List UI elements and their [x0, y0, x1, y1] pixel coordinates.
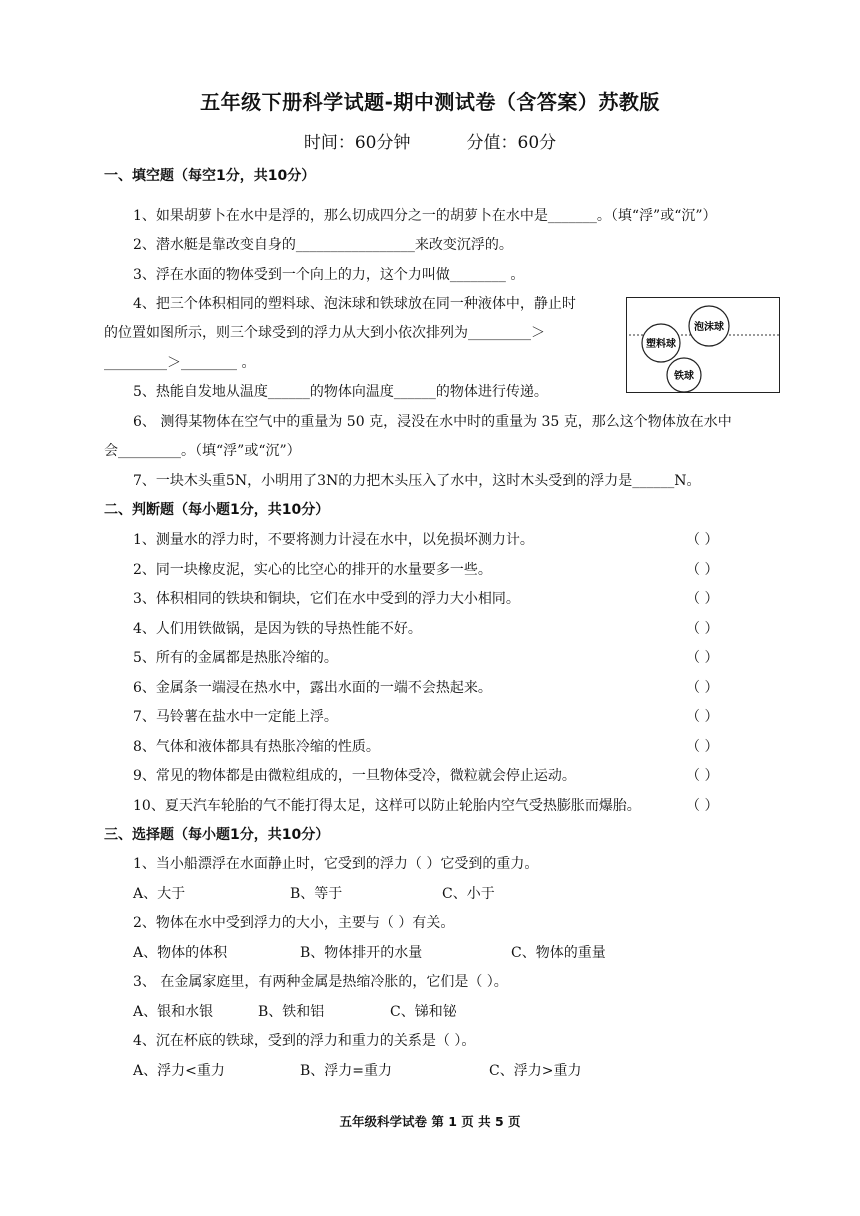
- option-a: A、浮力<重力: [133, 1063, 225, 1079]
- fill-question-4-line-2: 的位置如图所示，则三个球受到的浮力从大到小依次排列为_________＞: [104, 325, 545, 341]
- option-a: A、大于: [133, 886, 186, 902]
- judgment-question: 7、马铃薯在盐水中一定能上浮。: [133, 709, 338, 725]
- option-c: C、浮力>重力: [489, 1063, 582, 1079]
- choice-question-1: 1、当小船漂浮在水面静止时，它受到的浮力（ ）它受到的重力。: [133, 856, 539, 872]
- fill-question-6-line-1: 6、 测得某物体在空气中的重量为 50 克，浸没在水中时的重量为 35 克，那么这个物体放在水中: [133, 414, 732, 430]
- judgment-question: 1、测量水的浮力时，不要将测力计浸在水中，以免损坏测力计。: [133, 532, 534, 548]
- exam-score: 分值：60分: [466, 133, 557, 153]
- option-c: C、物体的重量: [511, 945, 606, 961]
- fill-question-4-line-1: 4、把三个体积相同的塑料球、泡沫球和铁球放在同一种液体中，静止时: [133, 296, 576, 312]
- answer-blank[interactable]: （ ）: [686, 680, 719, 696]
- choice-question-3: 3、 在金属家庭里，有两种金属是热缩冷胀的，它们是（ ）。: [133, 974, 508, 990]
- plastic-ball-label: 塑料球: [646, 339, 676, 350]
- answer-blank[interactable]: （ ）: [686, 562, 719, 578]
- judgment-question: 4、人们用铁做锅，是因为铁的导热性能不好。: [133, 621, 422, 637]
- page-title: 五年级下册科学试题-期中测试卷（含答案）苏教版: [200, 90, 660, 114]
- option-c: C、锑和铋: [390, 1004, 457, 1020]
- option-b: B、浮力=重力: [300, 1063, 393, 1079]
- judgment-question: 3、体积相同的铁块和铜块，它们在水中受到的浮力大小相同。: [133, 591, 520, 607]
- judgment-question: 6、金属条一端浸在热水中，露出水面的一端不会热起来。: [133, 680, 492, 696]
- fill-question-6-line-2: 会_________。（填“浮”或“沉”）: [104, 443, 301, 459]
- fill-question-5: 5、热能自发地从温度______的物体向温度______的物体进行传递。: [133, 384, 548, 400]
- foam-ball-label: 泡沫球: [694, 322, 724, 333]
- section-2-heading: 二、判断题（每小题1分，共10分）: [104, 502, 330, 518]
- answer-blank[interactable]: （ ）: [686, 739, 719, 755]
- option-a: A、银和水银: [133, 1004, 214, 1020]
- answer-blank[interactable]: （ ）: [686, 591, 719, 607]
- judgment-question: 8、气体和液体都具有热胀冷缩的性质。: [133, 739, 380, 755]
- answer-blank[interactable]: （ ）: [686, 768, 719, 784]
- option-a: A、物体的体积: [133, 945, 228, 961]
- fill-question-7: 7、一块木头重5N，小明用了3N的力把木头压入了水中，这时木头受到的浮力是______N。: [133, 473, 701, 489]
- answer-blank[interactable]: （ ）: [686, 709, 719, 725]
- answer-blank[interactable]: （ ）: [686, 650, 719, 666]
- choice-question-4: 4、沉在杯底的铁球，受到的浮力和重力的关系是（ ）。: [133, 1033, 476, 1049]
- iron-ball-label: 铁球: [674, 371, 694, 382]
- option-b: B、等于: [290, 886, 343, 902]
- fill-question-1: 1、如果胡萝卜在水中是浮的，那么切成四分之一的胡萝卜在水中是_______。（填“浮”或“沉”）: [133, 208, 717, 224]
- option-b: B、铁和铝: [258, 1004, 325, 1020]
- judgment-question: 2、同一块橡皮泥，实心的比空心的排开的水量要多一些。: [133, 562, 492, 578]
- judgment-question: 9、常见的物体都是由微粒组成的，一旦物体受冷，微粒就会停止运动。: [133, 768, 576, 784]
- choice-question-2: 2、物体在水中受到浮力的大小，主要与（ ）有关。: [133, 915, 455, 931]
- fill-question-3: 3、浮在水面的物体受到一个向上的力，这个力叫做________ 。: [133, 267, 525, 283]
- floating-balls-figure: [626, 297, 780, 393]
- option-c: C、小于: [442, 886, 495, 902]
- section-1-heading: 一、填空题（每空1分，共10分）: [104, 168, 316, 184]
- answer-blank[interactable]: （ ）: [686, 532, 719, 548]
- exam-time: 时间：60分钟: [303, 133, 411, 153]
- answer-blank[interactable]: （ ）: [686, 621, 719, 637]
- fill-question-2: 2、潜水艇是靠改变自身的_________________来改变沉浮的。: [133, 237, 513, 253]
- exam-info: [0, 128, 860, 153]
- fill-question-4-line-3: _________＞________ 。: [104, 355, 256, 371]
- judgment-question: 5、所有的金属都是热胀冷缩的。: [133, 650, 338, 666]
- answer-blank[interactable]: （ ）: [686, 798, 719, 814]
- section-3-heading: 三、选择题（每小题1分，共10分）: [104, 827, 330, 843]
- page-footer: 五年级科学试卷 第 1 页 共 5 页: [339, 1114, 521, 1129]
- option-b: B、物体排开的水量: [300, 945, 423, 961]
- judgment-question: 10、夏天汽车轮胎的气不能打得太足，这样可以防止轮胎内空气受热膨胀而爆胎。: [133, 798, 641, 814]
